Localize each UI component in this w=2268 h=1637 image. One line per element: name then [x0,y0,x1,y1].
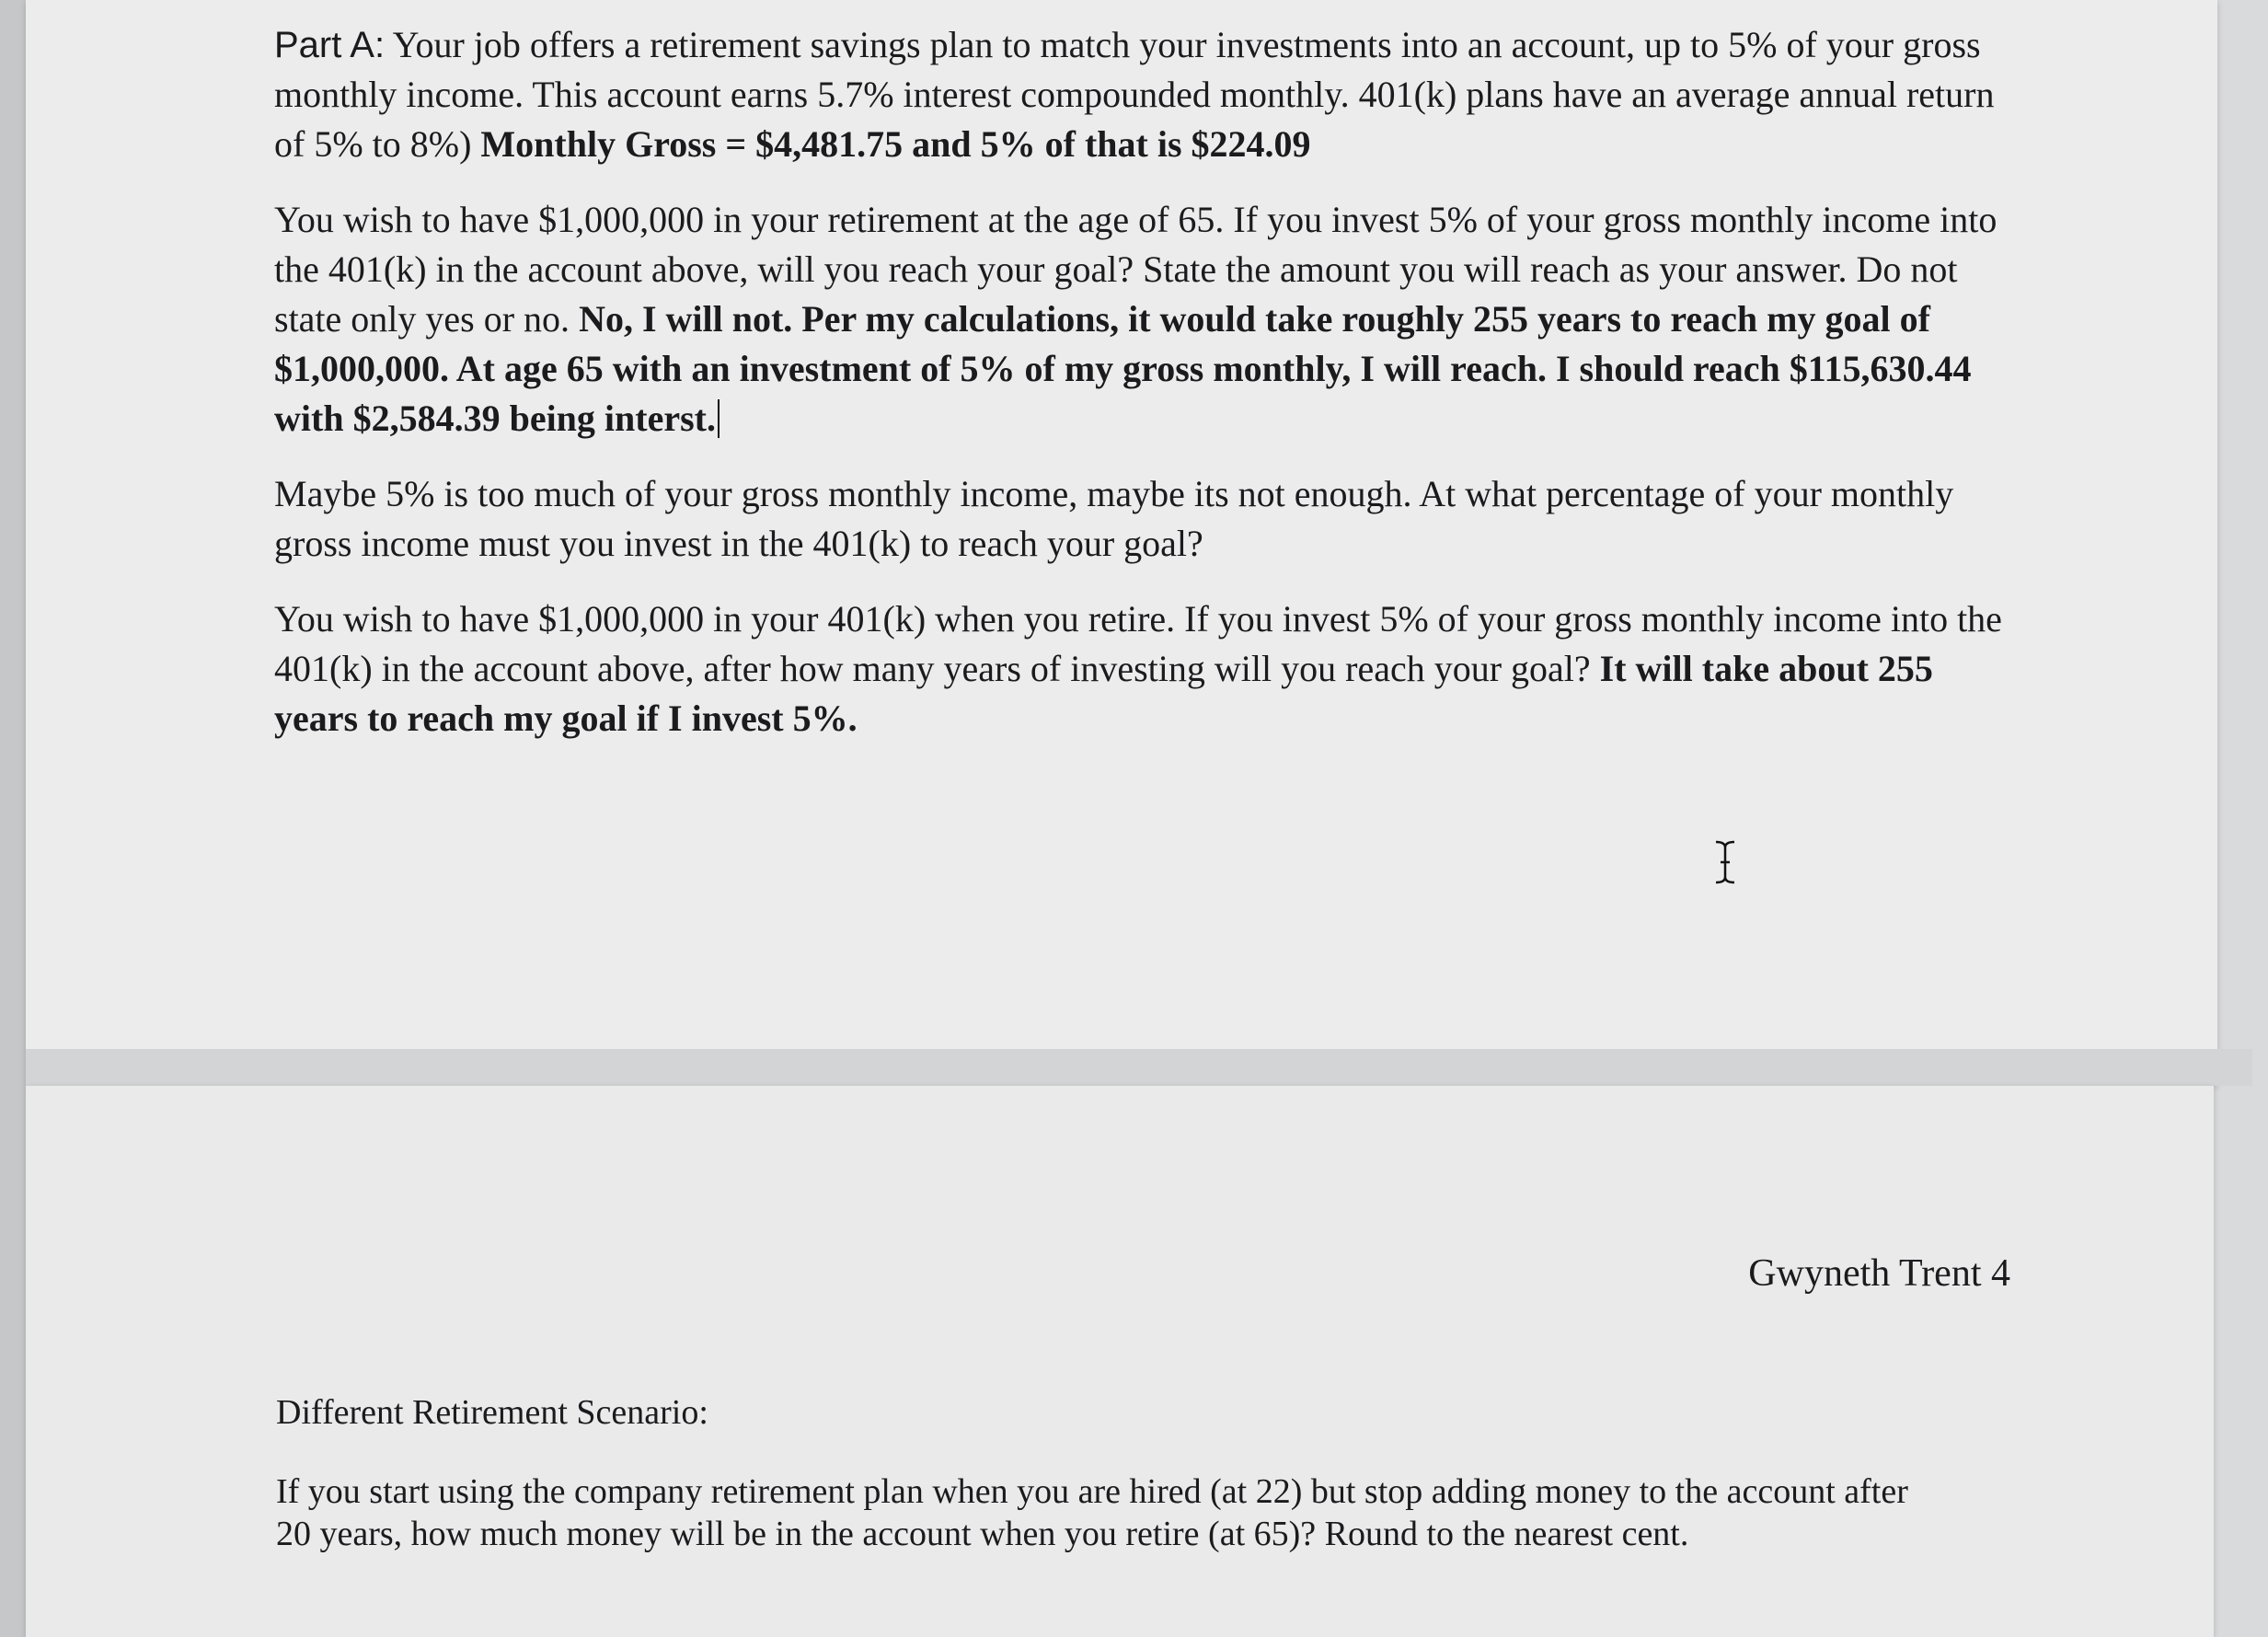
page-1-body[interactable] [274,20,2022,769]
percentage-question-paragraph[interactable] [274,469,2022,569]
page-header-name: Gwyneth Trent 4 [1748,1252,2010,1295]
text-caret [718,399,720,438]
document-page-1[interactable] [26,0,2217,1086]
part-a-label: Part A: [274,25,386,65]
years-question-text: You wish to have $1,000,000 in your 401(k) when you retire. If you invest 5% of your gross monthly income into the 401(k) in the account above, after how many years of investing will you reach your goal? [274,598,2002,689]
part-a-paragraph[interactable] [274,20,2022,169]
monthly-gross-answer: Monthly Gross = $4,481.75 and 5% of that is $224.09 [480,123,1311,165]
scenario-question: If you start using the company retirement plan when you are hired (at 22) but stop adding money to the account after 20 years, how much money will be in the account when you retire (at 65)? Round to the nearest cent. [276,1472,1908,1553]
left-margin-strip [0,0,26,1637]
scenario-heading: Different Retirement Scenario: [276,1393,708,1432]
years-question-paragraph[interactable] [274,594,2022,744]
text-cursor-ibeam-icon [1711,839,1739,885]
percentage-question-text: Maybe 5% is too much of your gross monthly income, maybe its not enough. At what percentage of your monthly gross income must you invest in the 401(k) to reach your goal? [274,473,1954,564]
goal-answer: No, I will not. Per my calculations, it would take roughly 255 years to reach my goal of $1,000,000. At age 65 with an investment of 5% of my gross monthly, I will reach. I should reach $115,630.44 with $2,584.39 being interst. [274,298,1972,439]
part-a-text: Your job offers a retirement savings plan to match your investments into an account, up to 5% of your gross monthly income. This account earns 5.7% interest compounded monthly. 401(k) plans have an average annual return of 5% to 8%) [274,24,1995,165]
goal-question-paragraph[interactable] [274,195,2022,444]
years-answer: It will take about 255 years to reach my goal if I invest 5%. [274,648,1933,739]
goal-question-text: You wish to have $1,000,000 in your retirement at the age of 65. If you invest 5% of your gross monthly income into the 401(k) in the account above, will you reach your goal? State the amount you will reach as your answer. Do not state only yes or no. [274,199,1997,340]
page-gap [26,1049,2252,1086]
page-2-body[interactable] [276,1391,1951,1592]
